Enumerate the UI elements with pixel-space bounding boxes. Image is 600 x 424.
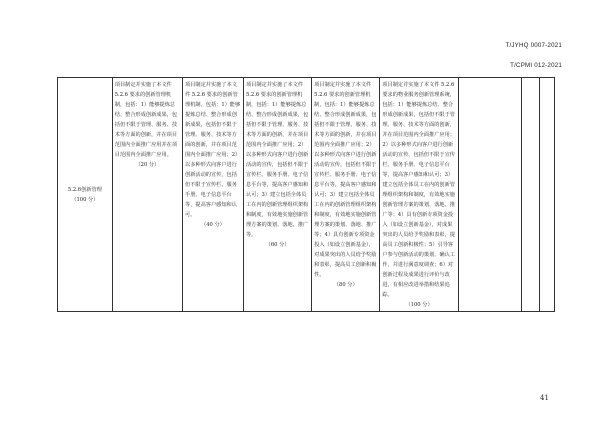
level-1-score: （20 分） (135, 162, 160, 168)
empty-cell-a (458, 78, 521, 312)
page-number: 41 (540, 394, 549, 402)
level-5-score: （100 分） (405, 302, 433, 308)
level-5-text: 项目制定并实施了本文件 5.2.6 要求的物业服务创新管理系统，包括：1）能够提炼总结、整合形成创新成果，包括但不限于管理、服务、技术等方面的创新，并在项目范围内全面推广应用；2）以多种形式向客户进行创新活动的宣传，包括但不限于宣传栏、服务手册、电子信息平台等，提高客户感知和认可；3）建立包括全体员工在内的创新管理组织架构和制度，有效地实施创新管理方案的策划、落地、推广等；4）具有创新专项资金投入（如设立创新基金），对成果突出的人员给予奖励和表彰，提高员工创新积极性；5）引导客户参与创新活动的策划、确认工作，并进行满意度调查；6）对创新过程及成果进行评价与改进，有相应改进举措和结果追踪。 (382, 82, 455, 298)
standard-code-secondary: T/CPMI 012-2021 (510, 62, 562, 69)
empty-cell-c (540, 78, 555, 312)
level-3-score: （60 分） (265, 242, 290, 248)
level-1-text: 项目制定并实施了本文件 5.2.6 要求的创新管理机制，包括：1）能够提炼总结、整合形成创新成果，包括但不限于管理、服务、技术等方面的创新，并在项目范围内全面推广应用并在项目范围内全面推广应用。 (114, 82, 178, 158)
item-cell (58, 78, 113, 312)
level-3-text: 项目制定并实施了本文件 5.2.6 要求的创新管理机制，包括：1）能够提炼总结、整合形成创新成果，包括但不限于管理、服务、技术等方面的创新，并在项目范围内全面推广应用；2）以多种形式向客户进行创新活动的宣传，包括但不限于宣传栏、服务手册、电子信息平台等，提高客户感知和认可；3）建立包括全体员工在内的创新管理组织架构和制度，有效地实施创新管理方案的策划、落地、推广等。 (245, 82, 309, 238)
level-4-cell (312, 78, 380, 312)
level-2-text: 项目制定并实施了本文件 5.2.6 要求的创新管理机制，包括：1）能够提炼总结、整合形成创新成果，包括但不限于管理、服务、技术等方面的创新，并在项目范围内全面推广应用；2）以多种形式向客户进行创新活动的宣传，包括但不限于宣传栏、服务手册、电子信息平台等，提高客户感知和认可。 (185, 82, 241, 218)
level-2-score: （40 分） (201, 222, 225, 228)
level-3-cell (243, 78, 311, 312)
standard-code-primary: T/JYHQ 0007-2021 (505, 42, 562, 49)
item-score: （100 分） (71, 197, 99, 203)
level-4-score: （80 分） (333, 282, 358, 288)
item-name: 5.2.6创新管理 (67, 187, 102, 193)
empty-cell-b (521, 78, 540, 312)
level-5-cell (380, 78, 459, 312)
level-2-cell (183, 78, 244, 312)
scoring-table (57, 77, 555, 312)
level-1-cell (112, 78, 182, 312)
table-row (58, 78, 555, 312)
level-4-text: 项目制定并实施了本文件 5.2.6 要求的创新管理机制，包括：1）能够提炼总结、整合形成创新成果，包括但不限于管理、服务、技术等方面的创新，并在项目范围内全面推广应用；2）以多种形式向客户进行创新活动的宣传，包括但不限于宣传栏、服务手册、电子信息平台等，提高客户感知和认可；3）建立包括全体员工在内的创新管理组织架构和制度，有效地实施创新管理方案的策划、落地、推广等；4）具有创新专项资金投入（如设立创新基金），对成果突出的人员给予奖励和表彰，提高员工创新积极性。 (314, 82, 377, 278)
